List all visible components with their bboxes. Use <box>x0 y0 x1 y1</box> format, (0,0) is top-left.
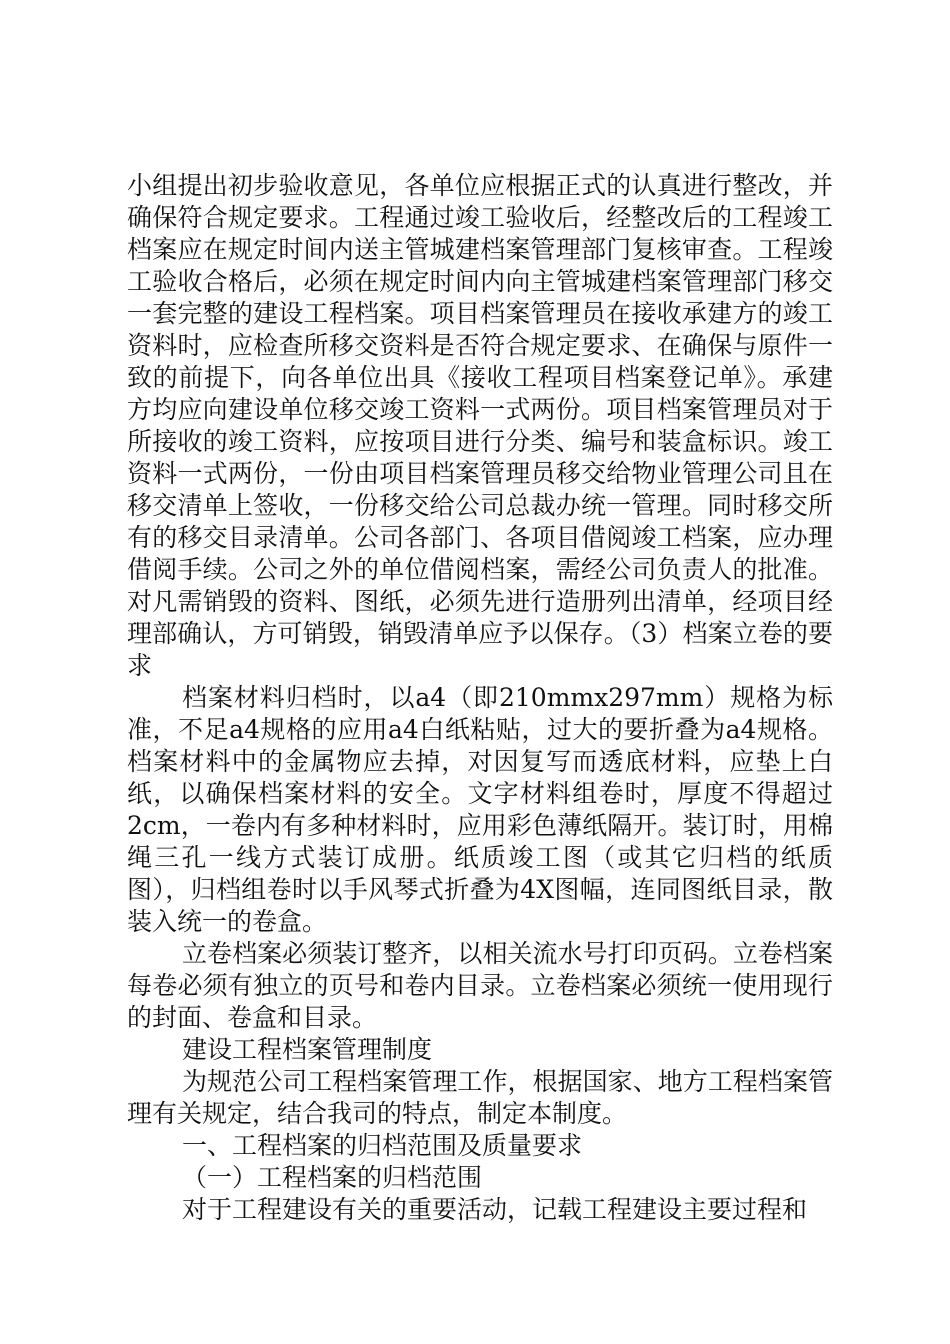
chapter-heading-1: 一、工程档案的归档范围及质量要求 <box>182 1131 583 1160</box>
paragraph-archive-handover: 小组提出初步验收意见，各单位应根据正式的认真进行整改，并确保符合规定要求。工程通过竣工验收后，经整改后的工程竣工档案应在规定时间内送主管城建档案管理部门复核审查。工程竣工验收合格后，必须在规定时间内向主管城建档案管理部门移交一套完整的建设工程档案。项目档案管理员在接收承建方的竣工资料时，应检查所移交资料是否符合规定要求、在确保与原件一致的前提下，向各单位出具《接收工程项目档案登记单》。承建方均应向建设单位移交竣工资料一式两份。项目档案管理员对于所接收的竣工资料，应按项目进行分类、编号和装盒标识。竣工资料一式两份，一份由项目档案管理员移交给物业管理公司且在移交清单上签收，一份移交给公司总裁办统一管理。同时移交所有的移交目录清单。公司各部门、各项目借阅竣工档案，应办理借阅手续。公司之外的单位借阅档案，需经公司负责人的批准。对凡需销毁的资料、图纸，必须先进行造册列出清单，经项目经理部确认，方可销毁，销毁清单应予以保存。（3）档案立卷的要求 <box>127 171 833 680</box>
paragraph-filing-standard: 档案材料归档时，以a4（即210mmx297mm）规格为标准，不足a4规格的应用a4白纸粘贴，过大的要折叠为a4规格。档案材料中的金属物应去掉，对因复写而透底材料，应垫上白纸，以确保档案材料的安全。文字材料组卷时，厚度不得超过2cm，一卷内有多种材料时，应用彩色薄纸隔开。装订时，用棉绳三孔一线方式装订成册。纸质竣工图（或其它归档的纸质图），归档组卷时以手风琴式折叠为4X图幅，连同图纸目录，散装入统一的卷盒。 <box>127 683 833 936</box>
subsection-heading-1: （一）工程档案的归档范围 <box>182 1163 483 1192</box>
paragraph-scope: 对于工程建设有关的重要活动，记载工程建设主要过程和 <box>182 1195 808 1224</box>
paragraph-binding-rules: 立卷档案必须装订整齐，以相关流水号打印页码。立卷档案每卷必须有独立的页号和卷内目录。立卷档案必须统一使用现行的封面、卷盒和目录。 <box>127 939 833 1032</box>
paragraph-purpose: 为规范公司工程档案管理工作，根据国家、地方工程档案管理有关规定，结合我司的特点，制定本制度。 <box>127 1067 833 1128</box>
document-page <box>127 170 833 1226</box>
section-title: 建设工程档案管理制度 <box>182 1035 433 1064</box>
